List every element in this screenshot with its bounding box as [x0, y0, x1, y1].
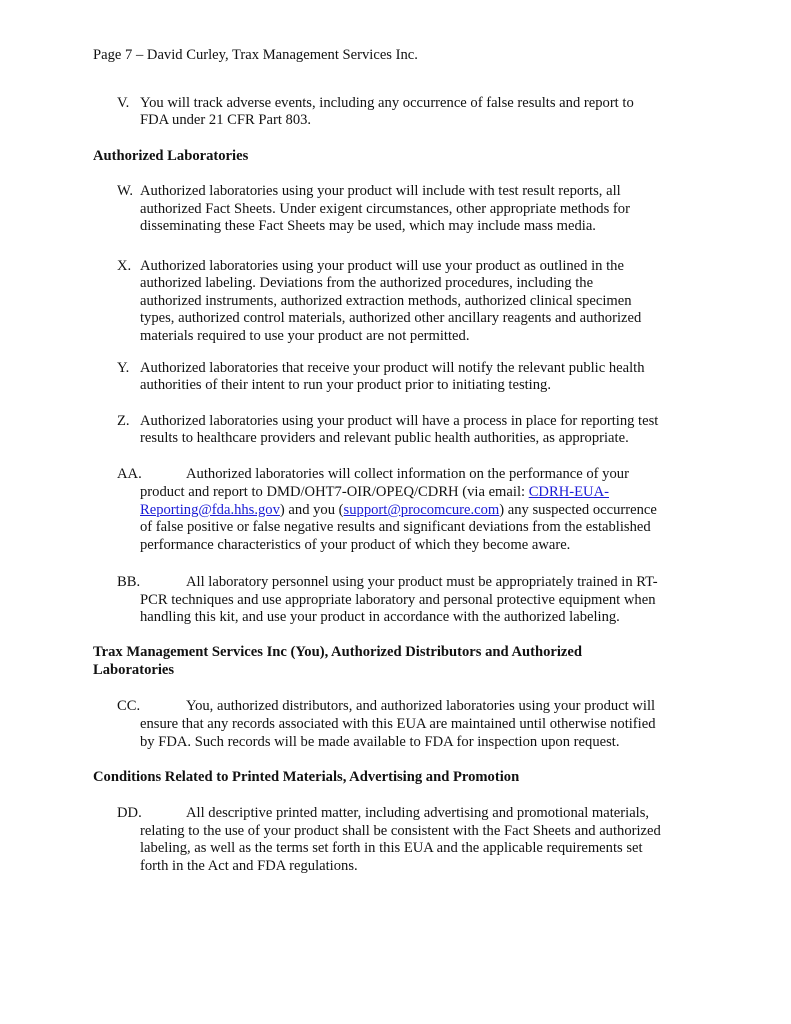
item-v-line-1: You will track adverse events, including any occurrence of false results and report to: [140, 95, 634, 111]
item-dd-line-3: labeling, as well as the terms set forth in this EUA and the applicable requirements set: [140, 840, 643, 856]
item-bb-line-3: handling this kit, and use your product in accordance with the authorized labeling.: [140, 609, 620, 625]
item-w-line-2: authorized Fact Sheets. Under exigent circumstances, other appropriate methods for: [140, 201, 630, 217]
item-cc-line-1: You, authorized distributors, and authorized laboratories using your product will: [186, 698, 656, 714]
item-w-line-1: Authorized laboratories using your product will include with test result reports, all: [140, 183, 621, 199]
item-x-line-3: authorized instruments, authorized extraction methods, authorized clinical specimen: [140, 293, 632, 309]
item-label-cc: CC.: [117, 698, 141, 714]
item-v-line-2: FDA under 21 CFR Part 803.: [140, 112, 312, 128]
item-x-line-4: types, authorized control materials, authorized other ancillary reagents and authorized: [140, 310, 642, 326]
email-link-support-procomcure[interactable]: support@procomcure.com: [343, 502, 500, 518]
item-dd-line-4: forth in the Act and FDA regulations.: [140, 858, 358, 874]
item-cc-line-3: by FDA. Such records will be made available to FDA for inspection upon request.: [140, 734, 620, 750]
item-aa-line-2-text: product and report to DMD/OHT7-OIR/OPEQ/CDRH (via email:: [140, 484, 529, 500]
item-x-line-1: Authorized laboratories using your product will use your product as outlined in the: [140, 258, 624, 274]
item-cc-line-2: ensure that any records associated with this EUA are maintained until otherwise notified: [140, 716, 656, 732]
item-z-line-2: results to healthcare providers and relevant public health authorities, as appropriate.: [140, 430, 629, 446]
item-label-x: X.: [117, 258, 132, 274]
item-z-line-1: Authorized laboratories using your product will have a process in place for reporting test: [140, 413, 659, 429]
item-aa-line-4: of false positive or false negative results and significant deviations from the established: [140, 519, 651, 535]
item-bb-line-2: PCR techniques and use appropriate laboratory and personal protective equipment when: [140, 592, 656, 608]
item-bb-line-1: All laboratory personnel using your product must be appropriately trained in RT-: [186, 574, 658, 590]
item-x-line-5: materials required to use your product are not permitted.: [140, 328, 470, 344]
item-y-line-1: Authorized laboratories that receive your product will notify the relevant public health: [140, 360, 645, 376]
item-label-v: V.: [117, 95, 130, 111]
item-aa-line-5: performance characteristics of your product of which they become aware.: [140, 537, 571, 553]
section-heading-printed-materials: Conditions Related to Printed Materials, Advertising and Promotion: [93, 769, 520, 785]
item-x-line-2: authorized labeling. Deviations from the authorized procedures, including the: [140, 275, 594, 291]
item-label-bb: BB.: [117, 574, 141, 590]
section-heading-trax-distributors-laboratories-line-2: Laboratories: [93, 662, 175, 678]
item-y-line-2: authorities of their intent to run your product prior to initiating testing.: [140, 377, 551, 393]
item-label-z: Z.: [117, 413, 130, 429]
item-aa-line-3: [140, 502, 657, 520]
item-aa-line-3-mid: ) and you (: [279, 502, 344, 518]
page-header: Page 7 – David Curley, Trax Management Services Inc.: [93, 47, 418, 63]
email-link-cdrh-eua-reporting-part1[interactable]: CDRH-EUA-: [528, 484, 609, 500]
item-w-line-3: disseminating these Fact Sheets may be used, which may include mass media.: [140, 218, 596, 234]
item-label-aa: AA.: [117, 466, 142, 482]
item-dd-line-2: relating to the use of your product shall be consistent with the Fact Sheets and authorized: [140, 823, 661, 839]
item-label-y: Y.: [117, 360, 130, 376]
section-heading-authorized-laboratories: Authorized Laboratories: [93, 148, 249, 164]
item-dd-line-1: All descriptive printed matter, including advertising and promotional materials,: [186, 805, 650, 821]
item-label-dd: DD.: [117, 805, 142, 821]
email-link-cdrh-eua-reporting-part2[interactable]: Reporting@fda.hhs.gov: [140, 502, 280, 518]
item-aa-line-3-post: ) any suspected occurrence: [499, 502, 657, 518]
item-aa-line-1: Authorized laboratories will collect information on the performance of your: [186, 466, 629, 482]
section-heading-trax-distributors-laboratories-line-1: Trax Management Services Inc (You), Authorized Distributors and Authorized: [93, 644, 583, 660]
item-label-w: W.: [117, 183, 134, 199]
item-aa-line-2: [140, 484, 609, 502]
